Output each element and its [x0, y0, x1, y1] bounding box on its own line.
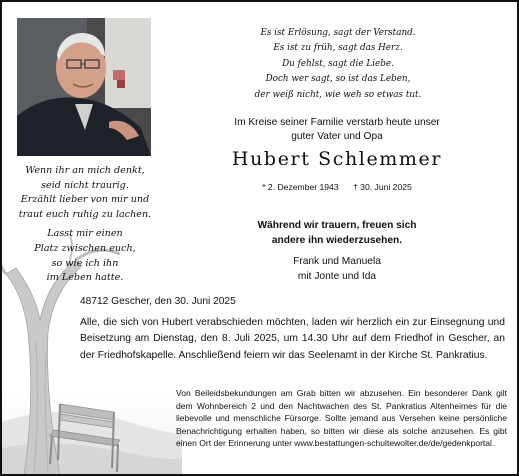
- poem-line: traut euch ruhig zu lachen.: [18, 208, 152, 220]
- poem-line: im Leben hatte.: [46, 272, 124, 284]
- poem-line: Es ist Erlösung, sagt der Verstand.: [260, 28, 416, 38]
- left-poem-stanza-2: [10, 227, 160, 285]
- poem-line: Platz zwischen euch,: [34, 242, 136, 254]
- intro-line: Im Kreise seiner Familie verstarb heute unser: [234, 117, 440, 128]
- intro-line: guter Vater und Opa: [291, 131, 383, 142]
- left-poem: [10, 164, 160, 291]
- life-dates: [182, 182, 492, 192]
- death-date: † 30. Juni 2025: [353, 182, 412, 192]
- quote-text: [182, 218, 492, 248]
- deceased-name: Hubert Schlemmer: [231, 148, 443, 170]
- left-poem-stanza-1: [10, 164, 160, 222]
- top-poem: [222, 26, 454, 103]
- portrait-photo: [17, 18, 151, 156]
- family-line: mit Jonte und Ida: [297, 270, 377, 282]
- place-date: 48712 Gescher, den 30. Juni 2025: [80, 296, 236, 307]
- poem-line: der weiß nicht, wie weh so etwas tut.: [254, 89, 422, 100]
- acknowledgement-text: Von Beileidsbekundungen am Grab bitten wir abzusehen. Ein besonderer Dank gilt dem Wohnbereich 2 und den Nachtwachen des St. Pankratius Altenheimes für die liebevolle und menschliche Fürsorge. Sollte jemand aus Versehen keine persönliche Benachrichtigung erhalten haben, so bitten wir diese als solche anzusehen. Es gibt einen Ort der Erinnerung unter www.bestattungen-schultewolter.de/de/gedenkportal.: [176, 388, 507, 449]
- poem-line: Doch wer sagt, so ist das Leben,: [265, 74, 411, 85]
- poem-line: Du fehlst, sagt die Liebe.: [282, 58, 394, 69]
- poem-line: Erzählt lieber von mir und: [20, 194, 150, 206]
- poem-line: Es ist zu früh, sagt das Herz.: [273, 43, 403, 54]
- quote-line: andere ihn wiederzusehen.: [271, 235, 403, 246]
- birth-date: * 2. Dezember 1943: [262, 182, 339, 192]
- quote-line: Während wir trauern, freuen sich: [257, 220, 417, 231]
- family-line: Frank und Manuela: [293, 256, 381, 267]
- poem-line: so wie ich ihn: [51, 257, 119, 269]
- poem-line: Wenn ihr an mich denkt,: [25, 165, 145, 176]
- family-names: [182, 255, 492, 284]
- intro-text: [182, 116, 492, 144]
- poem-line: seid nicht traurig.: [41, 179, 129, 191]
- poem-line: Lasst mir einen: [47, 228, 123, 240]
- funeral-info-text: Alle, die sich von Hubert verabschieden möchten, laden wir herzlich ein zur Einsegnung und Beisetzung am Dienstag, den 8. Juli 2025, um 14.30 Uhr auf dem Friedhof in Gescher, an der Friedhofskapelle. Anschließend feiern wir das Seelenamt in der Kirche St. Pankratius.: [80, 317, 505, 361]
